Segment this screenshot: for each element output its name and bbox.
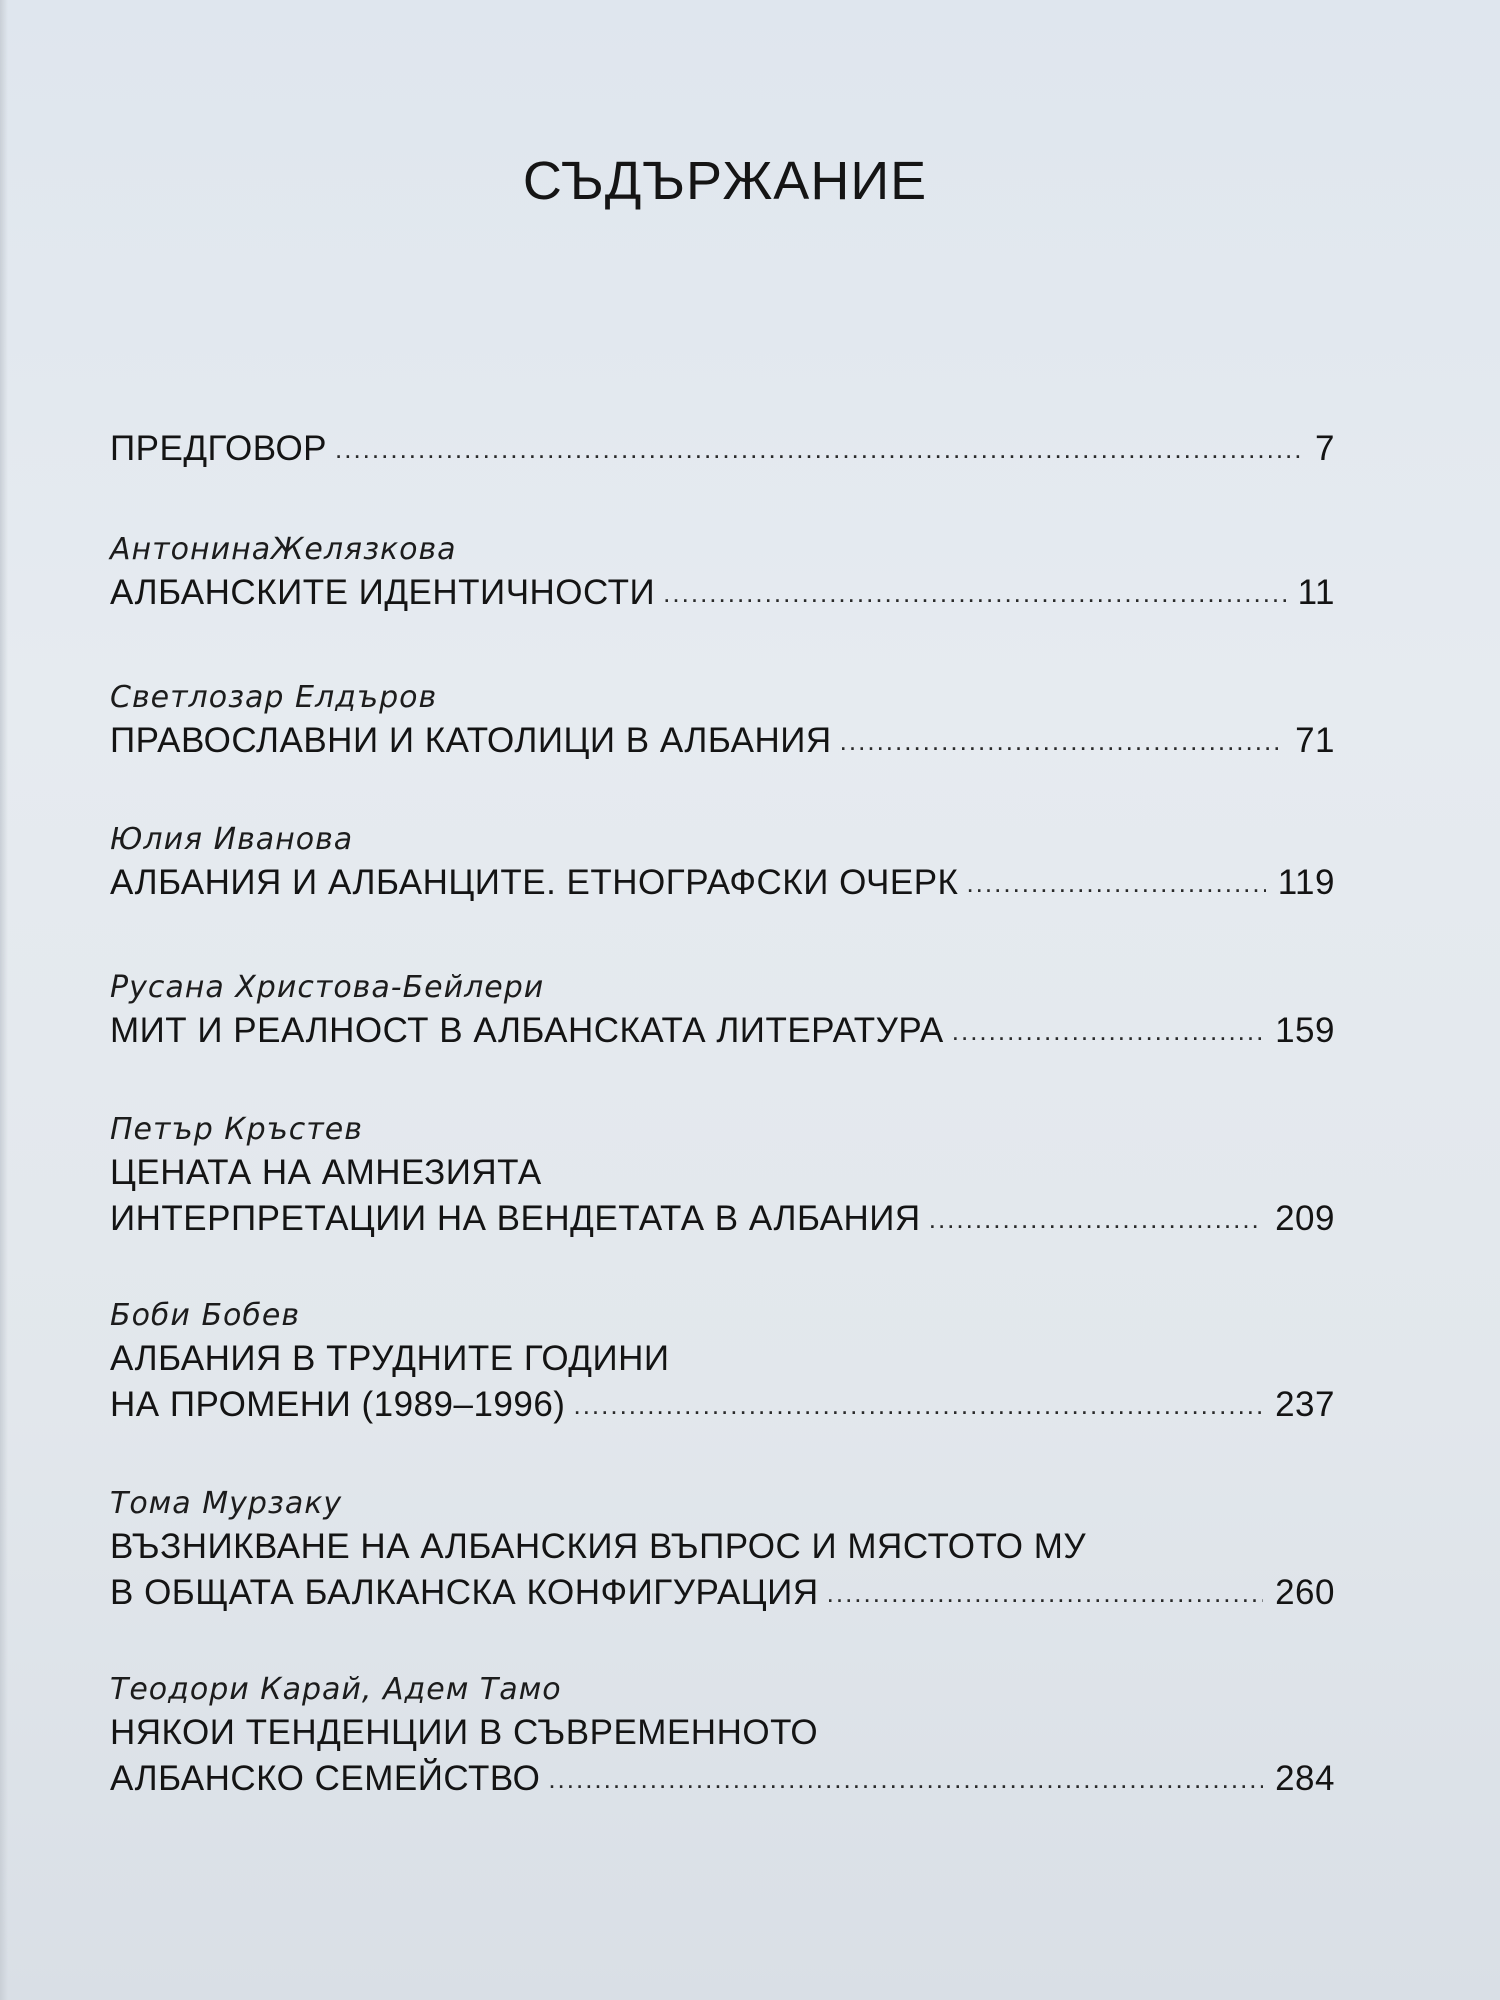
dot-leader bbox=[827, 1570, 1263, 1616]
toc-entry-author: Тома Мурзаку bbox=[110, 1486, 343, 1521]
toc-entry bbox=[110, 1484, 1335, 1616]
toc-entry-title: АЛБАНСКО СЕМЕЙСТВО bbox=[110, 1759, 541, 1798]
toc-entry-page-number: 71 bbox=[1295, 721, 1335, 760]
page-edge bbox=[0, 0, 8, 2000]
toc-entry-author: Боби Бобев bbox=[110, 1298, 301, 1333]
dot-leader bbox=[952, 1008, 1263, 1054]
page-title: СЪДЪРЖАНИЕ bbox=[522, 151, 928, 211]
toc-entry-page-number: 260 bbox=[1275, 1573, 1335, 1612]
toc-entry bbox=[110, 820, 1335, 906]
toc-entry-author: АнтонинаЖелязкова bbox=[110, 532, 457, 567]
dot-leader bbox=[929, 1196, 1263, 1242]
toc-entry-page-number: 11 bbox=[1297, 573, 1335, 612]
toc-entry-title: МИТ И РЕАЛНОСТ В АЛБАНСКАТА ЛИТЕРАТУРА bbox=[110, 1011, 944, 1050]
toc-entry bbox=[110, 678, 1335, 764]
toc-entry-preface bbox=[110, 426, 1335, 472]
toc-entry-title-row[interactable] bbox=[110, 718, 1335, 764]
toc-entry-title: АЛБАНСКИТЕ ИДЕНТИЧНОСТИ bbox=[110, 573, 656, 612]
toc-entry bbox=[110, 1296, 1335, 1428]
toc-entry bbox=[110, 1670, 1335, 1802]
toc-entry-title-row[interactable] bbox=[110, 570, 1335, 616]
toc-entry-title-row[interactable] bbox=[110, 1008, 1335, 1054]
toc-entry bbox=[110, 530, 1335, 616]
toc-entry-page-number: 209 bbox=[1275, 1199, 1335, 1238]
toc-entry-title: ИНТЕРПРЕТАЦИИ НА ВЕНДЕТАТА В АЛБАНИЯ bbox=[110, 1199, 921, 1238]
toc-entry-author: Русана Христова-Бейлери bbox=[110, 970, 545, 1005]
toc-entry-page-number: 159 bbox=[1275, 1011, 1335, 1050]
toc-entry-title: ПРАВОСЛАВНИ И КАТОЛИЦИ В АЛБАНИЯ bbox=[110, 721, 832, 760]
toc-entry-title: ПРЕДГОВОР bbox=[110, 429, 328, 468]
toc-entry-title: НА ПРОМЕНИ (1989–1996) bbox=[110, 1385, 566, 1424]
toc-entry-title-row[interactable] bbox=[110, 860, 1335, 906]
toc-entry-page-number: 7 bbox=[1315, 429, 1335, 468]
toc-entry-author: Юлия Иванова bbox=[110, 822, 354, 857]
dot-leader bbox=[335, 426, 1303, 472]
toc-entry-title-line[interactable]: ЦЕНАТА НА АМНЕЗИЯТА bbox=[110, 1153, 542, 1192]
toc-entry-title-row[interactable] bbox=[110, 1382, 1335, 1428]
toc-entry-title-row[interactable] bbox=[110, 426, 1335, 472]
toc-entry-author: Светлозар Елдъров bbox=[110, 680, 438, 715]
dot-leader bbox=[966, 860, 1265, 906]
toc-entry-title: АЛБАНИЯ И АЛБАНЦИТЕ. ЕТНОГРАФСКИ ОЧЕРК bbox=[110, 863, 959, 902]
toc-entry bbox=[110, 968, 1335, 1054]
toc-entry-page-number: 284 bbox=[1275, 1759, 1335, 1798]
toc-entry-author: Теодори Карай, Адем Тамо bbox=[110, 1672, 562, 1707]
toc-entry bbox=[110, 1110, 1335, 1242]
toc-entry-title: В ОБЩАТА БАЛКАНСКА КОНФИГУРАЦИЯ bbox=[110, 1573, 819, 1612]
toc-entry-page-number: 119 bbox=[1277, 863, 1335, 902]
toc-entry-page-number: 237 bbox=[1275, 1385, 1335, 1424]
dot-leader bbox=[548, 1756, 1263, 1802]
toc-entry-title-line[interactable]: АЛБАНИЯ В ТРУДНИТЕ ГОДИНИ bbox=[110, 1339, 670, 1378]
toc-entry-title-row[interactable] bbox=[110, 1570, 1335, 1616]
toc-entry-title-row[interactable] bbox=[110, 1196, 1335, 1242]
dot-leader bbox=[840, 718, 1283, 764]
toc-entry-title-row[interactable] bbox=[110, 1756, 1335, 1802]
toc-entry-author: Петър Кръстев bbox=[110, 1112, 363, 1147]
toc-entry-title-line[interactable]: ВЪЗНИКВАНЕ НА АЛБАНСКИЯ ВЪПРОС И МЯСТОТО МУ bbox=[110, 1527, 1087, 1566]
dot-leader bbox=[573, 1382, 1263, 1428]
toc-entry-title-line[interactable]: НЯКОИ ТЕНДЕНЦИИ В СЪВРЕМЕННОТО bbox=[110, 1713, 819, 1752]
dot-leader bbox=[663, 570, 1285, 616]
